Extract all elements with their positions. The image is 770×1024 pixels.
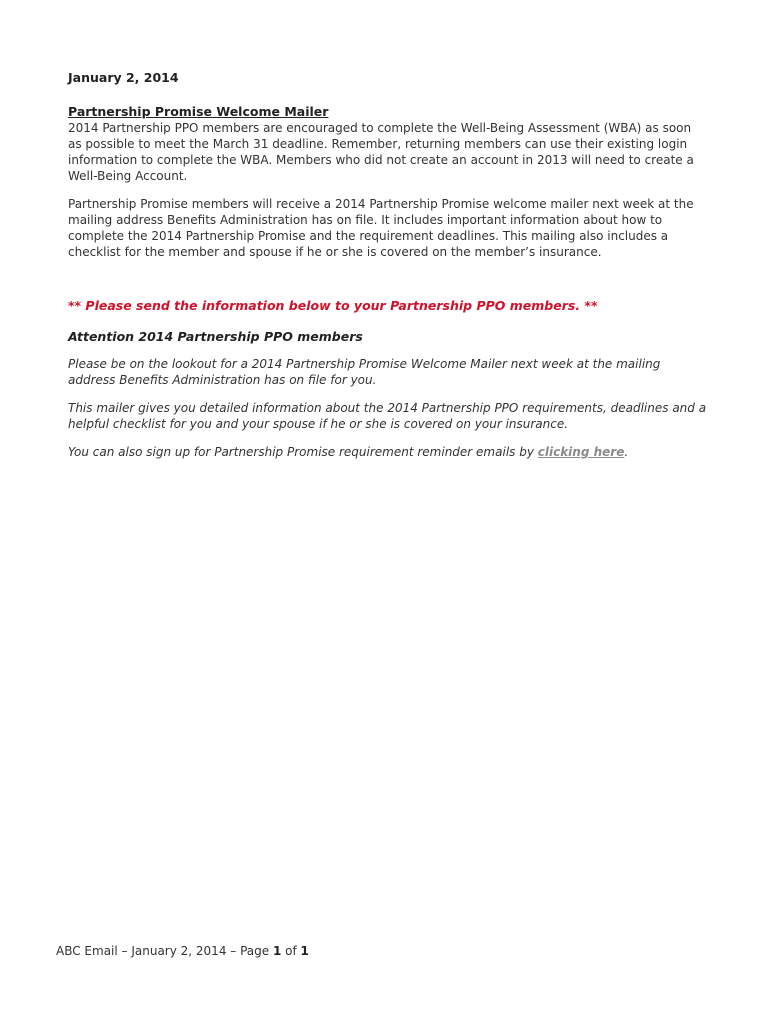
footer-page-number: 1: [272, 944, 282, 958]
footer-of: of: [281, 944, 301, 958]
forward-notice: ** Please send the information below to your Partnership PPO members. **: [68, 298, 598, 313]
signup-suffix: .: [624, 445, 629, 459]
attention-paragraph: This mailer gives you detailed information about the 2014 Partnership PPO requirements, deadlines and a helpful checklist for you and your spouse if he or she is covered on your insurance.: [68, 401, 707, 431]
footer-page-total: 1: [300, 944, 309, 958]
signup-prefix: You can also sign up for Partnership Promise requirement reminder emails by: [68, 445, 538, 459]
section-paragraph: Partnership Promise members will receive a 2014 Partnership Promise welcome mailer next week at the mailing address Benefits Administration has on file. It includes important information about how to complete the 2014 Partnership Promise and the requirement deadlines. This mailing also includes a checklist for the member and spouse if he or she is covered on the member’s insurance.: [68, 197, 694, 259]
signup-paragraph: [68, 444, 708, 460]
section-heading: Partnership Promise Welcome Mailer: [68, 104, 329, 119]
attention-heading: Attention 2014 Partnership PPO members: [68, 329, 363, 344]
document-date: January 2, 2014: [68, 70, 179, 85]
document-content: [68, 70, 708, 472]
clicking-here-link[interactable]: clicking here: [537, 445, 625, 459]
attention-paragraph: Please be on the lookout for a 2014 Partnership Promise Welcome Mailer next week at the mailing address Benefits Administration has on file for you.: [68, 357, 661, 387]
page-footer: [56, 944, 309, 958]
footer-prefix: ABC Email – January 2, 2014 – Page: [56, 944, 273, 958]
section-paragraph: 2014 Partnership PPO members are encouraged to complete the Well-Being Assessment (WBA) as soon as possible to meet the March 31 deadline. Remember, returning members can use their existing login information to complete the WBA. Members who did not create an account in 2013 will need to create a Well-Being Account.: [68, 121, 694, 183]
